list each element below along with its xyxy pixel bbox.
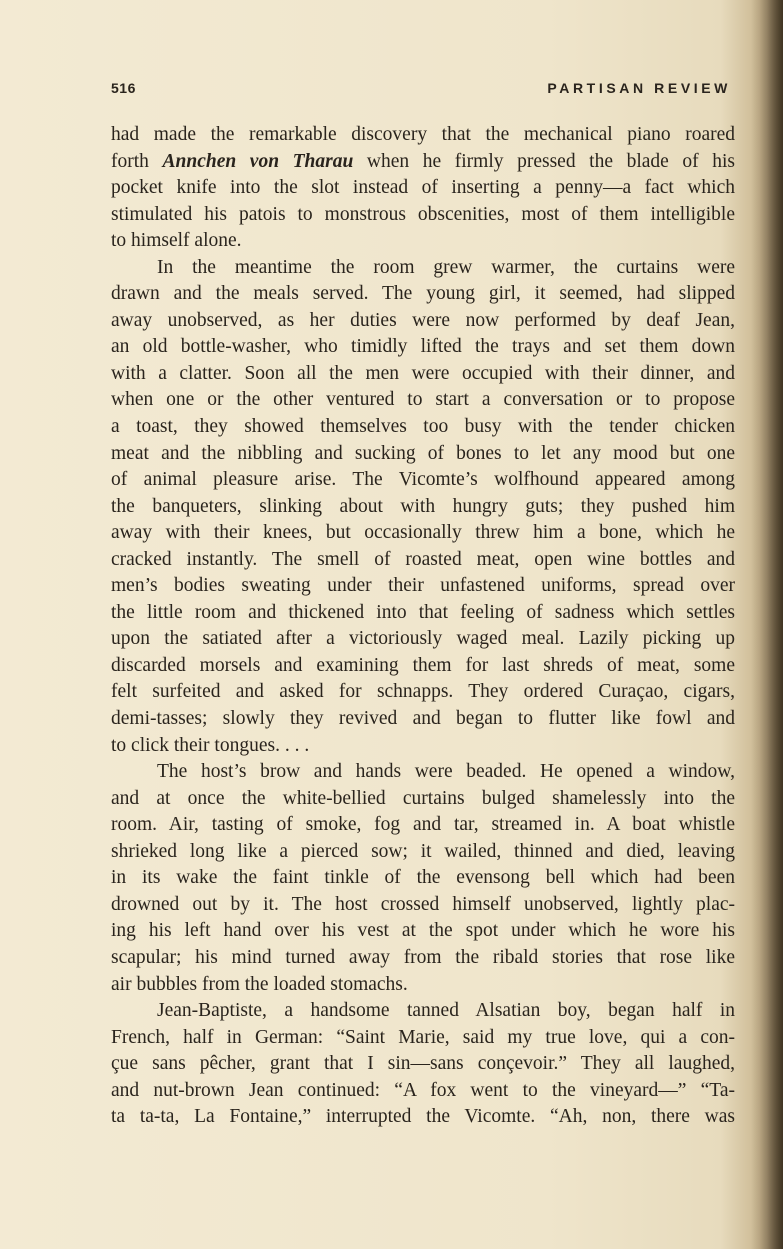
text-line: felt surfeited and asked for schnapps. They ordered Curaçao, cigars, — [111, 681, 735, 703]
text-line: an old bottle-washer, who timidly lifted the trays and set them down — [111, 336, 735, 358]
running-header — [111, 80, 731, 100]
text-line: Jean-Baptiste, a handsome tanned Alsatian boy, began half in — [157, 1000, 735, 1022]
page-number: 516 — [111, 80, 136, 96]
song-title: Annchen von Tharau — [162, 150, 354, 172]
text-segment: forth — [111, 150, 163, 172]
text-line: drowned out by it. The host crossed himself unobserved, lightly plac- — [111, 893, 735, 915]
text-line: meat and the nibbling and sucking of bones to let any mood but one — [111, 442, 735, 464]
text-line: the little room and thickened into that feeling of sadness which settles — [111, 601, 735, 623]
text-line: away with their knees, but occasionally threw him a bone, which he — [111, 522, 735, 544]
text-line: demi-tasses; slowly they revived and began to flutter like fowl and — [111, 708, 735, 730]
text-line: upon the satiated after a victoriously waged meal. Lazily picking up — [111, 628, 735, 650]
text-line: room. Air, tasting of smoke, fog and tar, streamed in. A boat whistle — [111, 814, 735, 836]
text-line: to himself alone. — [111, 230, 242, 252]
text-line: ing his left hand over his vest at the spot under which he wore his — [111, 920, 735, 942]
text-line: çue sans pêcher, grant that I sin—sans conçevoir.” They all laughed, — [111, 1053, 735, 1075]
text-line: shrieked long like a pierced sow; it wailed, thinned and died, leaving — [111, 840, 735, 862]
text-line: and nut-brown Jean continued: “A fox went to the vineyard—” “Ta- — [111, 1079, 735, 1101]
text-line: scapular; his mind turned away from the ribald stories that rose like — [111, 946, 735, 968]
text-line: cracked instantly. The smell of roasted meat, open wine bottles and — [111, 548, 735, 570]
text-line: pocket knife into the slot instead of inserting a penny—a fact which — [111, 177, 735, 199]
text-line: French, half in German: “Saint Marie, said my true love, qui a con- — [111, 1026, 735, 1048]
text-line: The host’s brow and hands were beaded. He opened a window, — [157, 761, 735, 783]
text-line: a toast, they showed themselves too busy with the tender chicken — [111, 416, 735, 438]
body-text — [111, 122, 735, 1131]
text-line — [111, 149, 735, 176]
binding-shadow — [751, 0, 783, 1249]
text-line: to click their tongues. . . . — [111, 734, 310, 756]
text-line: had made the remarkable discovery that the mechanical piano roared — [111, 124, 735, 145]
text-line: discarded morsels and examining them for last shreds of meat, some — [111, 654, 735, 676]
text-line: drawn and the meals served. The young girl, it seemed, had slipped — [111, 283, 735, 305]
text-segment: when he firmly pressed the blade of his — [353, 150, 735, 172]
text-line: of animal pleasure arise. The Vicomte’s wolfhound appeared among — [111, 469, 735, 491]
text-line: in its wake the faint tinkle of the evensong bell which had been — [111, 867, 735, 889]
text-line: when one or the other ventured to start a conversation or to propose — [111, 389, 735, 411]
text-line: ta ta-ta, La Fontaine,” interrupted the Vicomte. “Ah, non, there was — [111, 1106, 735, 1128]
text-line: stimulated his patois to monstrous obscenities, most of them intelligible — [111, 203, 735, 225]
text-line: the banqueters, slinking about with hungry guts; they pushed him — [111, 495, 735, 517]
text-line: In the meantime the room grew warmer, the curtains were — [157, 256, 735, 278]
text-line: and at once the white-bellied curtains bulged shamelessly into the — [111, 787, 735, 809]
text-line: away unobserved, as her duties were now performed by deaf Jean, — [111, 309, 735, 331]
text-line: air bubbles from the loaded stomachs. — [111, 973, 408, 995]
text-line: with a clatter. Soon all the men were occupied with their dinner, and — [111, 362, 735, 384]
running-title: PARTISAN REVIEW — [547, 80, 731, 96]
text-line: men’s bodies sweating under their unfastened uniforms, spread over — [111, 575, 735, 597]
